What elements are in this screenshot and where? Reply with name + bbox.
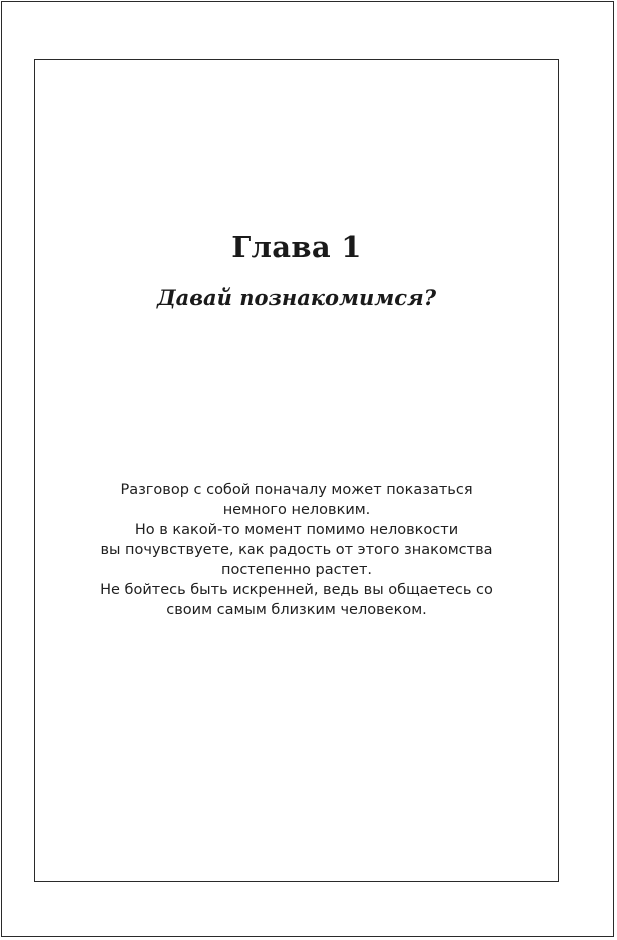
paragraph-line: вы почувствуете, как радость от этого знакомства — [100, 542, 493, 558]
chapter-title: Глава 1 — [231, 230, 362, 264]
paragraph-line: своим самым близким человеком. — [166, 602, 427, 618]
paragraph-line: Но в какой-то момент помимо неловкости — [134, 522, 459, 538]
paragraph-line: Разговор с собой поначалу может показаться — [120, 482, 473, 498]
chapter-intro-paragraph — [35, 480, 558, 620]
paragraph-line: немного неловким. — [222, 502, 371, 518]
page-content-frame — [34, 59, 559, 882]
paragraph-line: Не бойтесь быть искренней, ведь вы общаетесь со — [100, 582, 493, 598]
chapter-subtitle: Давай познакомимся? — [156, 285, 437, 310]
paragraph-line: постепенно растет. — [220, 562, 373, 578]
